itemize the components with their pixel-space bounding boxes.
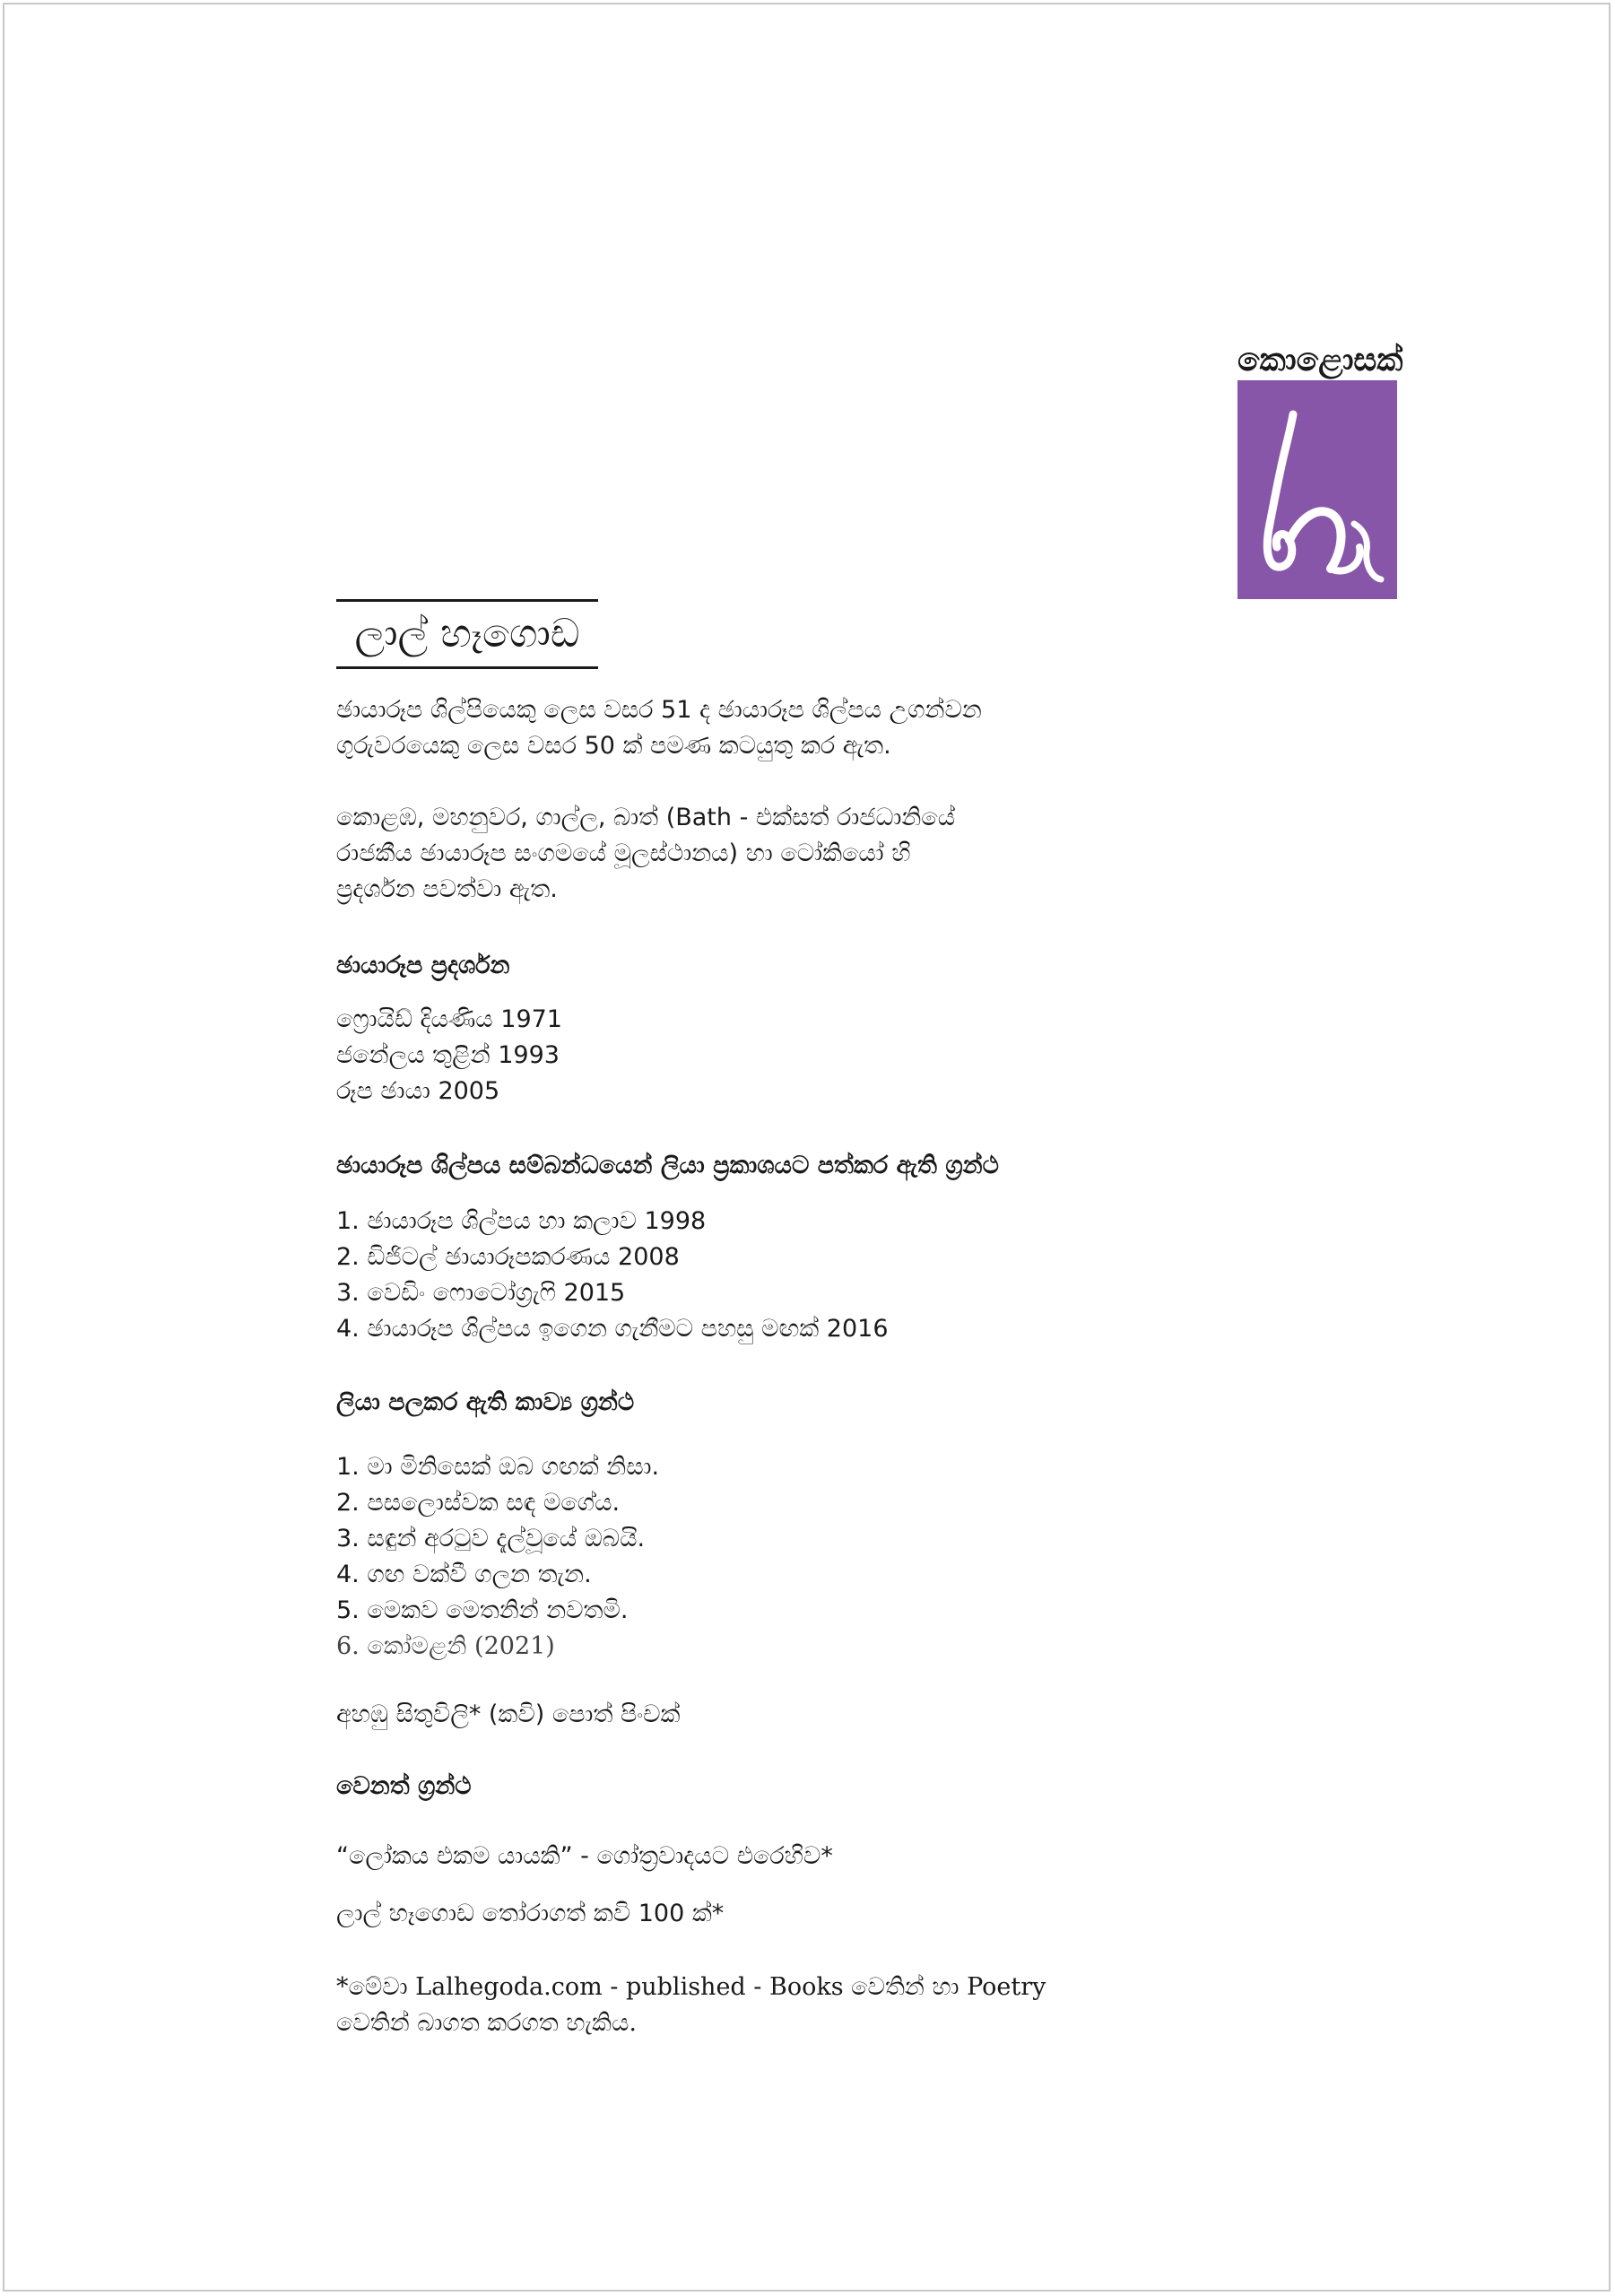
exhibitions-line: රාජකීය ඡායාරූප සංගමයේ මූලස්ථානය) හා ටෝකියෝ හි [336, 839, 911, 867]
list-item: 4. ඡායාරූප ශිල්පය ඉගෙන ගැනීමට පහසු මඟක් 2016 [336, 1315, 889, 1343]
other-books-heading: වෙනත් ග්‍රන්ථ [336, 1772, 472, 1800]
intro-line: ගුරුවරයෙකු ලෙස වසර 50 ක් පමණ කටයුතු කර ඇත. [336, 732, 891, 760]
list-item: 1. මා මිනිසෙක් ඔබ ගඟක් නිසා. [336, 1453, 660, 1481]
exhibitions-paragraph [336, 800, 1143, 908]
other-books-item [336, 1896, 1143, 1932]
list-item: ලාල් හෑගොඩ තෝරාගත් කවි 100 ක්* [336, 1900, 725, 1927]
exhibitions-line: ප්‍රදර්ශන පවත්වා ඇත. [336, 875, 558, 903]
logo-glyph-icon [1237, 380, 1397, 599]
author-title: ලාල් හෑගොඩ [336, 599, 598, 669]
footnote-line: *මේවා Lalhegoda.com - published - Books වෙතින් හා Poetry [336, 1973, 1046, 2001]
poetry-note-text: අහඹු සිතුවිලි* (කවි) පොත් පිංචක් [336, 1700, 681, 1728]
photo-exhibitions-list [336, 1002, 562, 1109]
intro-line: ඡායාරූප ශිල්පියෙකු ලෙස වසර 51 ද ඡායාරූප ශිල්පය උගන්වන [336, 696, 982, 724]
other-books-item [336, 1839, 1143, 1874]
list-item: 3. වෙඩිං ෆොටෝග්‍රැෆි 2015 [336, 1279, 626, 1307]
list-item: 1. ඡායාරූප ශිල්පය හා කලාව 1998 [336, 1207, 707, 1235]
list-item: 2. ඩිජිටල් ඡායාරූපකරණය 2008 [336, 1243, 680, 1271]
photo-books-list [336, 1204, 889, 1347]
list-item: “ලෝකය එකම යායකි” - ගෝත්‍රවාදයට එරෙහිව* [336, 1842, 833, 1870]
list-item: 6. කෝමළනි (2021) [336, 1632, 555, 1660]
footnote [336, 1970, 1143, 2041]
photo-exhibitions-heading: ඡායාරූප ප්‍රදර්ශන [336, 952, 510, 979]
list-item: ජනේලය තුළින් 1993 [336, 1041, 560, 1069]
exhibitions-line: කොළඹ, මහනුවර, ගාල්ල, බාත් (Bath - එක්සත් රාජධානියේ [336, 804, 956, 831]
logo-caption: කොළොසක් [1237, 341, 1403, 378]
poetry-books-list [336, 1449, 659, 1665]
intro-paragraph [336, 692, 1143, 764]
logo-emblem [1237, 380, 1397, 599]
list-item: ෆ්‍රොයිඩ් දියණිය 1971 [336, 1005, 562, 1033]
list-item: රූප ඡායා 2005 [336, 1077, 500, 1105]
list-item: 4. ගඟ වක්වී ගලන තැන. [336, 1561, 592, 1588]
list-item: 5. මෙකව මෙතනින් නවතමි. [336, 1596, 629, 1624]
footnote-line: වෙතින් බාගත කරගත හැකිය. [336, 2009, 637, 2037]
poetry-books-heading: ලියා පලකර ඇති කාව්‍ය ග්‍රන්ථ [336, 1388, 635, 1416]
photo-books-heading: ඡායාරූප ශිල්පය සම්බන්ධයෙන් ලියා ප්‍රකාශයට පත්කර ඇති ග්‍රන්ථ [336, 1152, 999, 1179]
list-item: 2. පසලොස්වක සඳ මගේය. [336, 1489, 621, 1517]
poetry-note [336, 1697, 1143, 1733]
publisher-logo [1237, 339, 1403, 599]
list-item: 3. සඳුන් අරටුව දැල්වූයේ ඔබයි. [336, 1525, 646, 1552]
